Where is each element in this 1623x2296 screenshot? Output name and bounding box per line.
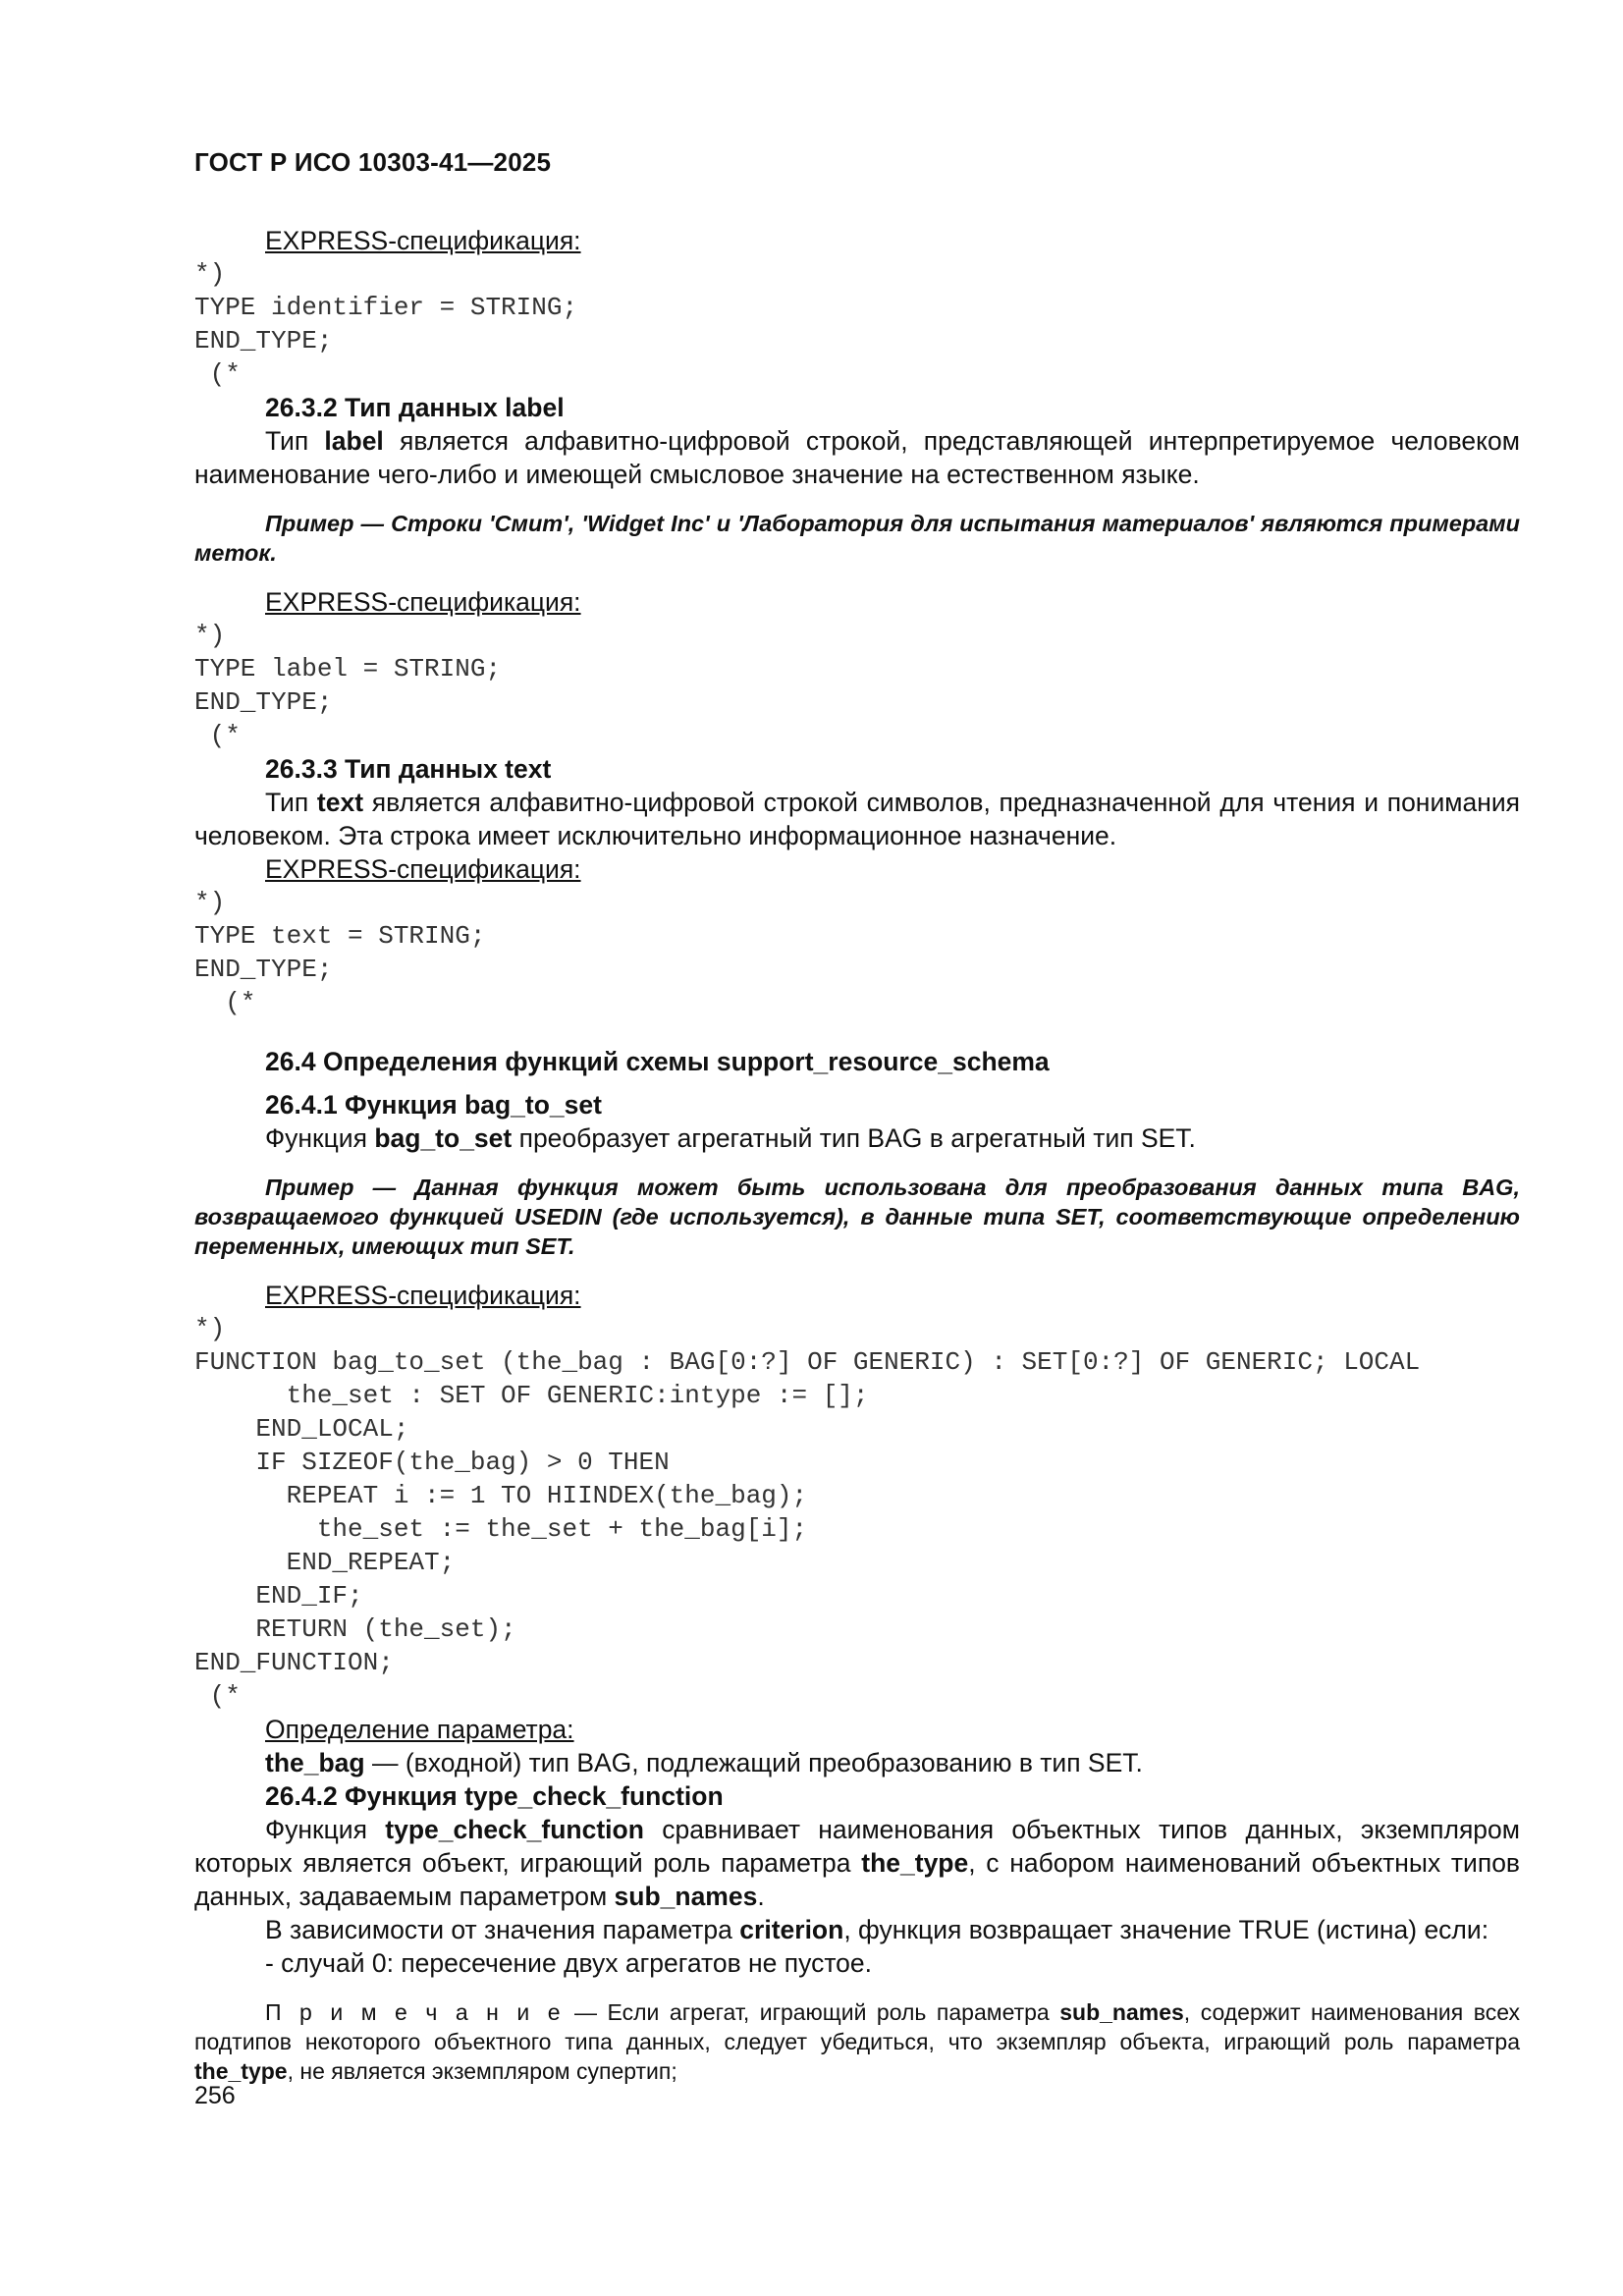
- code-line: END_LOCAL;: [194, 1414, 409, 1444]
- express-spec-label: EXPRESS-спецификация:: [265, 587, 581, 617]
- paragraph-text-type: Тип text является алфавитно-цифровой строкой символов, предназначенной для чтения и понимания человеком. Эта строка имеет исключительно информационное назначение.: [194, 788, 1520, 850]
- case-0: - случай 0: пересечение двух агрегатов не пустое.: [265, 1948, 873, 1978]
- code-line: END_TYPE;: [194, 687, 333, 717]
- code-close: (*: [209, 359, 241, 389]
- section-heading-26-4-2: 26.4.2 Функция type_check_function: [265, 1781, 724, 1811]
- document-header: ГОСТ Р ИСО 10303-41—2025: [194, 147, 552, 177]
- code-open: *): [194, 259, 226, 289]
- code-open: *): [194, 621, 226, 650]
- parameter-definition-label: Определение параметра:: [265, 1715, 574, 1744]
- code-line: REPEAT i := 1 TO HIINDEX(the_bag);: [194, 1481, 808, 1510]
- paragraph-label-type: Тип label является алфавитно-цифровой строкой, представляющей интерпретируемое человеком наименование чего-либо и имеющей смысловое значение на естественном языке.: [194, 426, 1520, 489]
- page-number: 256: [194, 2082, 236, 2109]
- express-spec-label: EXPRESS-спецификация:: [265, 1281, 581, 1310]
- code-line: END_TYPE;: [194, 955, 333, 984]
- code-open: *): [194, 888, 226, 917]
- code-line: the_set : SET OF GENERIC:intype := [];: [194, 1381, 869, 1410]
- note-paragraph: П р и м е ч а н и е — Если агрегат, играющий роль параметра sub_names, содержит наименования всех подтипов некоторого объектного типа данных, следует убедиться, что экземпляр объекта, играющий роль параметра the_type, не является экземпляром супертип;: [194, 1999, 1520, 2084]
- code-line: END_IF;: [194, 1581, 363, 1611]
- code-close: (*: [209, 721, 241, 750]
- code-line: the_set := the_set + the_bag[i];: [194, 1514, 808, 1544]
- section-heading-26-3-2: 26.3.2 Тип данных label: [265, 393, 565, 422]
- code-line: TYPE identifier = STRING;: [194, 293, 578, 322]
- express-spec-label: EXPRESS-спецификация:: [265, 854, 581, 884]
- example-bag-to-set: Пример — Данная функция может быть использована для преобразования данных типа BAG, возвращаемого функцией USEDIN (где используется), в данные типа SET, соответствующие определению переменных, имеющих тип SET.: [194, 1175, 1520, 1259]
- code-line: TYPE text = STRING;: [194, 921, 486, 951]
- page-content: [194, 224, 1520, 2086]
- paragraph-type-check-function: Функция type_check_function сравнивает наименования объектных типов данных, экземпляром которых является объект, играющий роль параметра the_type, с набором наименований объектных типов данных, задаваемым параметром sub_names.: [194, 1815, 1521, 1911]
- paragraph-criterion: В зависимости от значения параметра criterion, функция возвращает значение TRUE (истина) если:: [265, 1915, 1489, 1944]
- paragraph-bag-to-set: Функция bag_to_set преобразует агрегатный тип BAG в агрегатный тип SET.: [265, 1123, 1196, 1153]
- section-heading-26-4-1: 26.4.1 Функция bag_to_set: [265, 1090, 602, 1120]
- code-line: RETURN (the_set);: [194, 1614, 516, 1644]
- section-heading-26-4: 26.4 Определения функций схемы support_resource_schema: [265, 1047, 1050, 1076]
- code-line: IF SIZEOF(the_bag) > 0 THEN: [194, 1448, 670, 1477]
- code-line: FUNCTION bag_to_set (the_bag : BAG[0:?] OF GENERIC) : SET[0:?] OF GENERIC; LOCAL: [194, 1347, 1421, 1377]
- code-line: TYPE label = STRING;: [194, 654, 502, 683]
- code-line: END_TYPE;: [194, 326, 333, 355]
- code-close: (*: [209, 1681, 241, 1711]
- code-close: (*: [225, 988, 256, 1017]
- code-line: END_REPEAT;: [194, 1548, 456, 1577]
- express-spec-label: EXPRESS-спецификация:: [265, 226, 581, 255]
- section-heading-26-3-3: 26.3.3 Тип данных text: [265, 754, 552, 784]
- example-label-type: Пример — Строки 'Смит', 'Widget Inc' и 'Лаборатория для испытания материалов' являются примерами меток.: [194, 511, 1520, 566]
- parameter-the-bag: the_bag — (входной) тип BAG, подлежащий преобразованию в тип SET.: [265, 1748, 1143, 1777]
- code-open: *): [194, 1314, 226, 1343]
- code-line: END_FUNCTION;: [194, 1648, 394, 1677]
